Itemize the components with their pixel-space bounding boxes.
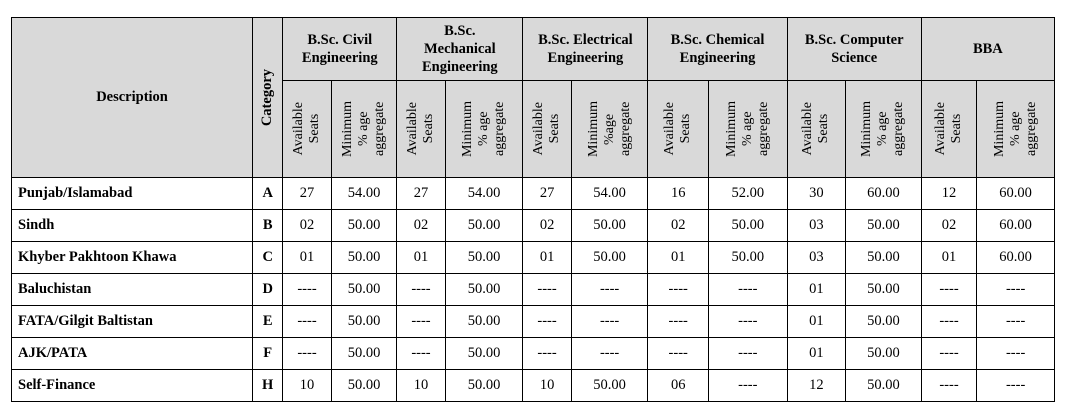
available-seats-cell: 27: [523, 178, 571, 210]
aggregate-header: [846, 81, 922, 178]
program-header-line: BBA: [972, 41, 1003, 57]
minimum-aggregate-cell: ----: [571, 338, 648, 370]
table-row: [12, 210, 1055, 242]
aggregate-header-line: % age: [1007, 111, 1023, 147]
minimum-aggregate-cell: 54.00: [331, 178, 397, 210]
available-seats-cell: 03: [787, 242, 846, 274]
seats-header-line: Available: [662, 102, 678, 156]
seats-header: [921, 81, 976, 178]
aggregate-header-line: Minimum: [991, 100, 1007, 157]
minimum-aggregate-cell: 50.00: [846, 274, 922, 306]
minimum-aggregate-cell: 50.00: [331, 242, 397, 274]
seats-header: [787, 81, 846, 178]
minimum-aggregate-cell: 50.00: [708, 242, 787, 274]
row-description: FATA/Gilgit Baltistan: [12, 306, 253, 338]
available-seats-cell: 01: [921, 242, 976, 274]
program-header-line: B.Sc. Civil: [307, 32, 373, 48]
row-category: B: [253, 210, 283, 242]
available-seats-cell: 01: [648, 242, 709, 274]
available-seats-cell: ----: [283, 338, 331, 370]
minimum-aggregate-cell: 50.00: [846, 242, 922, 274]
minimum-aggregate-cell: 52.00: [708, 178, 787, 210]
minimum-aggregate-cell: 50.00: [445, 370, 523, 402]
seats-header: [648, 81, 709, 178]
seats-header-line: Seats: [678, 114, 694, 144]
minimum-aggregate-cell: ----: [708, 370, 787, 402]
table-row: [12, 178, 1055, 210]
minimum-aggregate-cell: 50.00: [331, 370, 397, 402]
aggregate-header: [571, 81, 648, 178]
seats-header: [283, 81, 331, 178]
aggregate-header: [977, 81, 1055, 178]
aggregate-header-line: Minimum: [340, 100, 355, 157]
seats-header-line: Seats: [816, 114, 832, 144]
table-row: [12, 338, 1055, 370]
seats-header-line: Available: [291, 102, 307, 156]
minimum-aggregate-cell: 50.00: [445, 306, 523, 338]
program-header-line: Engineering: [421, 59, 498, 75]
minimum-aggregate-cell: ----: [708, 338, 787, 370]
program-header-mechanical: [397, 18, 523, 81]
program-header-computer-science: [787, 18, 921, 81]
table-row: [12, 274, 1055, 306]
available-seats-cell: ----: [283, 274, 331, 306]
minimum-aggregate-cell: 50.00: [846, 370, 922, 402]
row-category: E: [253, 306, 283, 338]
minimum-aggregate-cell: 50.00: [846, 306, 922, 338]
aggregate-header-line: Minimum: [723, 100, 739, 157]
minimum-aggregate-cell: ----: [571, 306, 648, 338]
minimum-aggregate-cell: ----: [977, 338, 1055, 370]
aggregate-header: [331, 81, 397, 178]
available-seats-cell: ----: [523, 274, 571, 306]
available-seats-cell: ----: [921, 338, 976, 370]
available-seats-cell: 06: [648, 370, 709, 402]
available-seats-cell: 27: [397, 178, 445, 210]
minimum-aggregate-cell: ----: [977, 306, 1055, 338]
minimum-aggregate-cell: 50.00: [445, 210, 523, 242]
aggregate-header: [445, 81, 523, 178]
row-description: AJK/PATA: [12, 338, 253, 370]
minimum-aggregate-cell: ----: [708, 274, 787, 306]
available-seats-cell: 16: [648, 178, 709, 210]
minimum-aggregate-cell: 50.00: [331, 306, 397, 338]
program-header-line: Mechanical: [423, 41, 496, 57]
available-seats-cell: ----: [523, 338, 571, 370]
row-category: A: [253, 178, 283, 210]
minimum-aggregate-cell: 54.00: [445, 178, 523, 210]
available-seats-cell: ----: [648, 306, 709, 338]
category-header-label: Category: [259, 68, 276, 127]
available-seats-cell: 01: [523, 242, 571, 274]
minimum-aggregate-cell: 50.00: [571, 210, 648, 242]
minimum-aggregate-cell: 50.00: [331, 338, 397, 370]
available-seats-cell: 27: [283, 178, 331, 210]
program-header-line: Engineering: [301, 50, 378, 66]
seats-header-line: Seats: [547, 114, 563, 144]
program-header-bba: [921, 18, 1054, 81]
available-seats-cell: ----: [648, 274, 709, 306]
aggregate-header-line: aggregate: [492, 101, 508, 157]
table-body: [12, 178, 1055, 402]
program-header-chemical: [648, 18, 787, 81]
minimum-aggregate-cell: 50.00: [708, 210, 787, 242]
seats-header-line: Available: [933, 102, 948, 156]
available-seats-cell: ----: [397, 274, 445, 306]
aggregate-header-line: Minimum: [585, 100, 601, 157]
seats-header: [523, 81, 571, 178]
aggregate-header-line: % age: [356, 111, 371, 147]
available-seats-cell: ----: [283, 306, 331, 338]
minimum-aggregate-cell: 50.00: [846, 210, 922, 242]
available-seats-cell: ----: [523, 306, 571, 338]
row-description: Khyber Pakhtoon Khawa: [12, 242, 253, 274]
program-header-line: B.Sc. Computer: [804, 32, 904, 48]
available-seats-cell: 30: [787, 178, 846, 210]
minimum-aggregate-cell: 60.00: [977, 210, 1055, 242]
available-seats-cell: 10: [283, 370, 331, 402]
description-header: Description: [12, 18, 253, 178]
seats-header-line: Seats: [307, 114, 323, 144]
row-description: Self-Finance: [12, 370, 253, 402]
aggregate-header-line: % age: [476, 111, 492, 147]
aggregate-header-line: aggregate: [617, 101, 633, 157]
program-header-line: Engineering: [547, 50, 624, 66]
aggregate-header-line: aggregate: [755, 101, 771, 157]
available-seats-cell: 01: [787, 338, 846, 370]
available-seats-cell: 02: [283, 210, 331, 242]
row-category: C: [253, 242, 283, 274]
aggregate-header-line: %age: [601, 113, 617, 145]
available-seats-cell: ----: [397, 338, 445, 370]
available-seats-cell: 02: [648, 210, 709, 242]
table-row: [12, 306, 1055, 338]
table-header: [12, 18, 1055, 178]
aggregate-header-line: Minimum: [859, 100, 875, 157]
available-seats-cell: 12: [787, 370, 846, 402]
minimum-aggregate-cell: 60.00: [977, 178, 1055, 210]
row-description: Punjab/Islamabad: [12, 178, 253, 210]
row-description: Baluchistan: [12, 274, 253, 306]
minimum-aggregate-cell: ----: [977, 274, 1055, 306]
minimum-aggregate-cell: ----: [571, 274, 648, 306]
minimum-aggregate-cell: 50.00: [445, 242, 523, 274]
seat-table: [11, 17, 1055, 402]
category-header: [253, 18, 283, 178]
seats-header-line: Seats: [420, 114, 436, 144]
available-seats-cell: 02: [397, 210, 445, 242]
available-seats-cell: ----: [921, 306, 976, 338]
available-seats-cell: 12: [921, 178, 976, 210]
row-category: D: [253, 274, 283, 306]
available-seats-cell: 10: [397, 370, 445, 402]
minimum-aggregate-cell: 50.00: [571, 370, 648, 402]
row-category: F: [253, 338, 283, 370]
program-header-electrical: [523, 18, 648, 81]
available-seats-cell: 01: [787, 274, 846, 306]
row-description: Sindh: [12, 210, 253, 242]
available-seats-cell: ----: [397, 306, 445, 338]
minimum-aggregate-cell: 54.00: [571, 178, 648, 210]
available-seats-cell: 01: [397, 242, 445, 274]
program-header-civil: [283, 18, 397, 81]
seats-header-line: Available: [404, 102, 420, 156]
minimum-aggregate-cell: 50.00: [445, 274, 523, 306]
aggregate-header-line: aggregate: [1023, 101, 1039, 157]
aggregate-header-line: % age: [739, 111, 755, 147]
aggregate-header-line: aggregate: [372, 101, 387, 157]
available-seats-cell: 01: [283, 242, 331, 274]
available-seats-cell: 02: [523, 210, 571, 242]
program-header-line: B.Sc. Electrical: [538, 32, 633, 48]
minimum-aggregate-cell: 60.00: [846, 178, 922, 210]
minimum-aggregate-cell: 50.00: [571, 242, 648, 274]
available-seats-cell: ----: [648, 338, 709, 370]
aggregate-header-line: % age: [875, 111, 891, 147]
row-category: H: [253, 370, 283, 402]
program-header-line: Engineering: [679, 50, 756, 66]
minimum-aggregate-cell: ----: [977, 370, 1055, 402]
aggregate-header: [708, 81, 787, 178]
available-seats-cell: ----: [921, 274, 976, 306]
table-row: [12, 370, 1055, 402]
minimum-aggregate-cell: 50.00: [445, 338, 523, 370]
minimum-aggregate-cell: 60.00: [977, 242, 1055, 274]
minimum-aggregate-cell: 50.00: [846, 338, 922, 370]
table-row: [12, 242, 1055, 274]
program-header-line: B.Sc. Chemical: [670, 32, 765, 48]
aggregate-header-line: Minimum: [460, 100, 476, 157]
minimum-aggregate-cell: ----: [708, 306, 787, 338]
header-row-programs: [12, 18, 1055, 81]
available-seats-cell: 02: [921, 210, 976, 242]
seats-header-line: Available: [800, 102, 816, 156]
aggregate-header-line: aggregate: [891, 101, 907, 157]
available-seats-cell: ----: [921, 370, 976, 402]
program-header-line: B.Sc.: [444, 23, 476, 39]
seats-header-line: Seats: [949, 114, 964, 144]
minimum-aggregate-cell: 50.00: [331, 210, 397, 242]
seats-header-line: Available: [531, 102, 547, 156]
program-header-line: Science: [831, 50, 878, 66]
available-seats-cell: 01: [787, 306, 846, 338]
available-seats-cell: 10: [523, 370, 571, 402]
minimum-aggregate-cell: 50.00: [331, 274, 397, 306]
seats-header: [397, 81, 445, 178]
available-seats-cell: 03: [787, 210, 846, 242]
